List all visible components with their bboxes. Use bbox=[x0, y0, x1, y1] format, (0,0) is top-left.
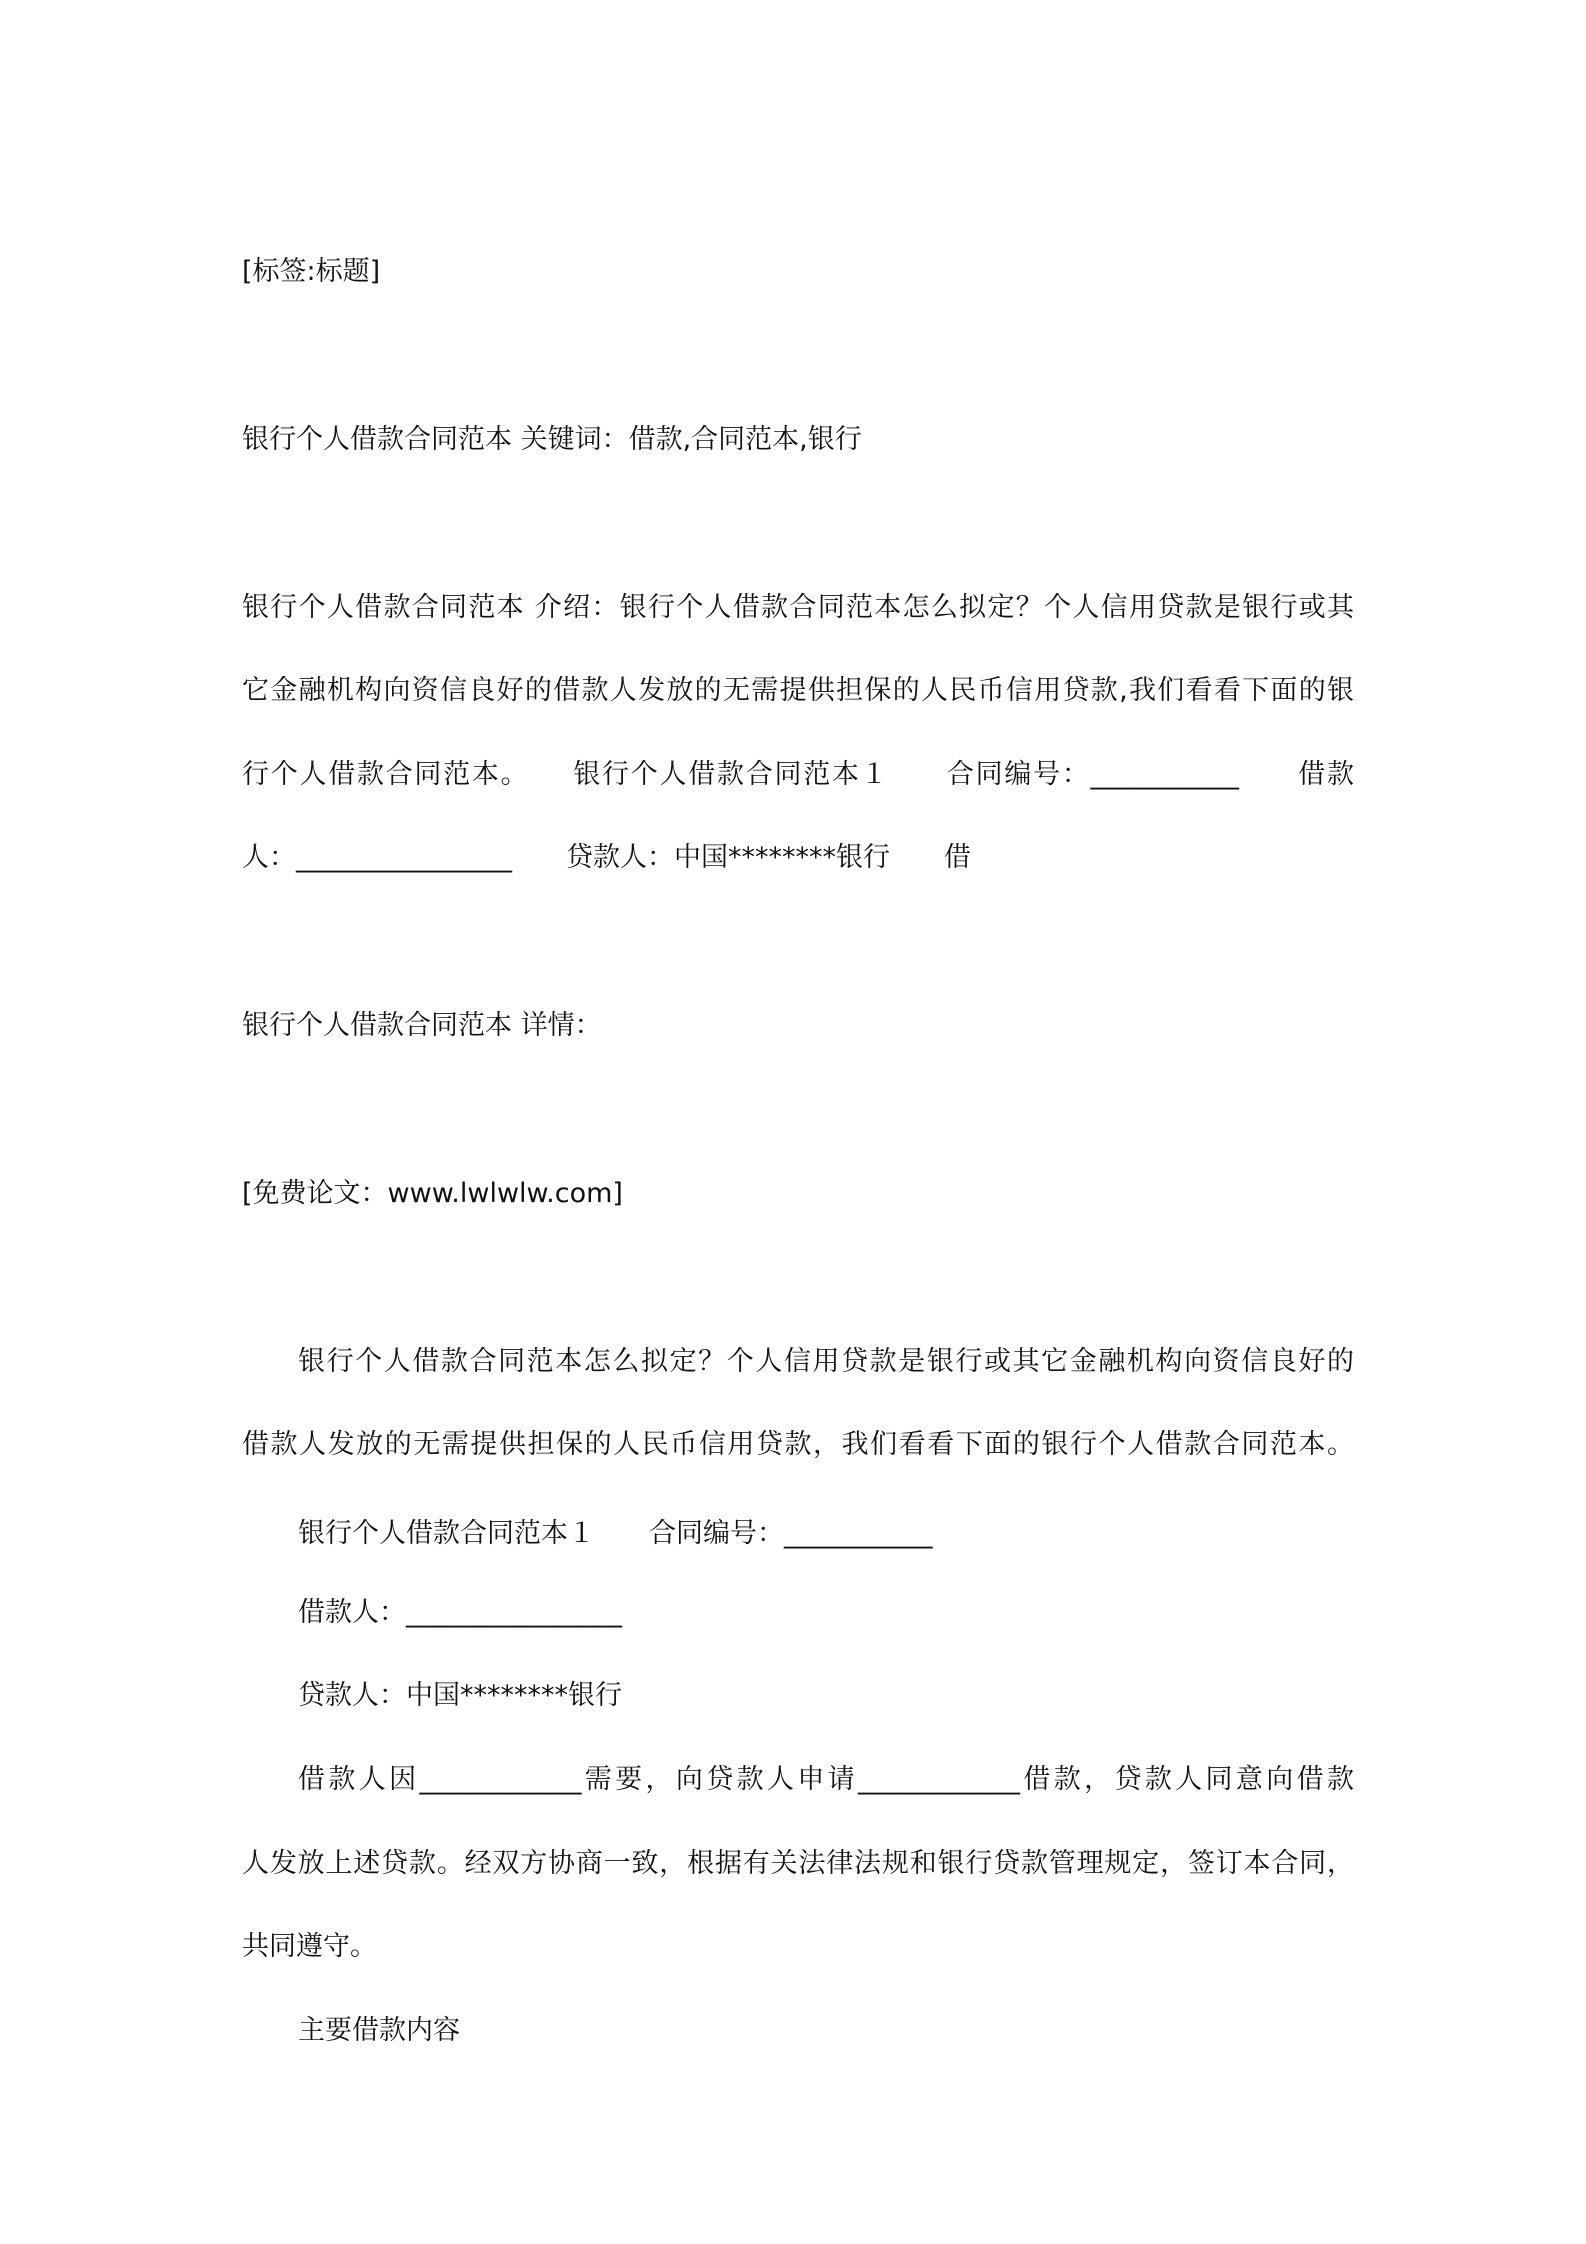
section-heading: 主要借款内容 bbox=[298, 2015, 460, 2046]
contract-number-line: 银行个人借款合同范本１ 合同编号：___________ bbox=[298, 1518, 933, 1549]
intro-line-3: 行个人借款合同范本。 银行个人借款合同范本１ 合同编号：___________ 借款 bbox=[242, 759, 1354, 790]
body-paragraph-2-line-3: 共同遵守。 bbox=[242, 1931, 377, 1962]
tag-title: [标签:标题] bbox=[242, 256, 381, 287]
body-paragraph-1-line-1: 银行个人借款合同范本怎么拟定？个人信用贷款是银行或其它金融机构向资信良好的 bbox=[298, 1346, 1354, 1377]
details-heading: 银行个人借款合同范本 详情： bbox=[242, 1010, 602, 1041]
borrower-line: 借款人：________________ bbox=[298, 1597, 622, 1628]
intro-line-4: 人：________________ 贷款人：中国********银行 借 bbox=[242, 842, 971, 873]
lender-line: 贷款人：中国********银行 bbox=[298, 1680, 622, 1711]
intro-line-2: 它金融机构向资信良好的借款人发放的无需提供担保的人民币信用贷款,我们看看下面的银 bbox=[242, 675, 1354, 706]
body-paragraph-2-line-1: 借款人因____________需要，向贷款人申请____________借款，贷款人同意向借款 bbox=[298, 1764, 1354, 1795]
body-paragraph-2-line-2: 人发放上述贷款。经双方协商一致，根据有关法律法规和银行贷款管理规定，签订本合同， bbox=[242, 1848, 1354, 1879]
source-note: [免费论文：www.lwlwlw.com] bbox=[242, 1178, 623, 1209]
body-paragraph-1-line-2: 借款人发放的无需提供担保的人民币信用贷款，我们看看下面的银行个人借款合同范本。 bbox=[242, 1429, 1354, 1460]
keywords-line: 银行个人借款合同范本 关键词：借款,合同范本,银行 bbox=[242, 424, 862, 455]
intro-line-1: 银行个人借款合同范本 介绍：银行个人借款合同范本怎么拟定？个人信用贷款是银行或其 bbox=[242, 592, 1354, 623]
